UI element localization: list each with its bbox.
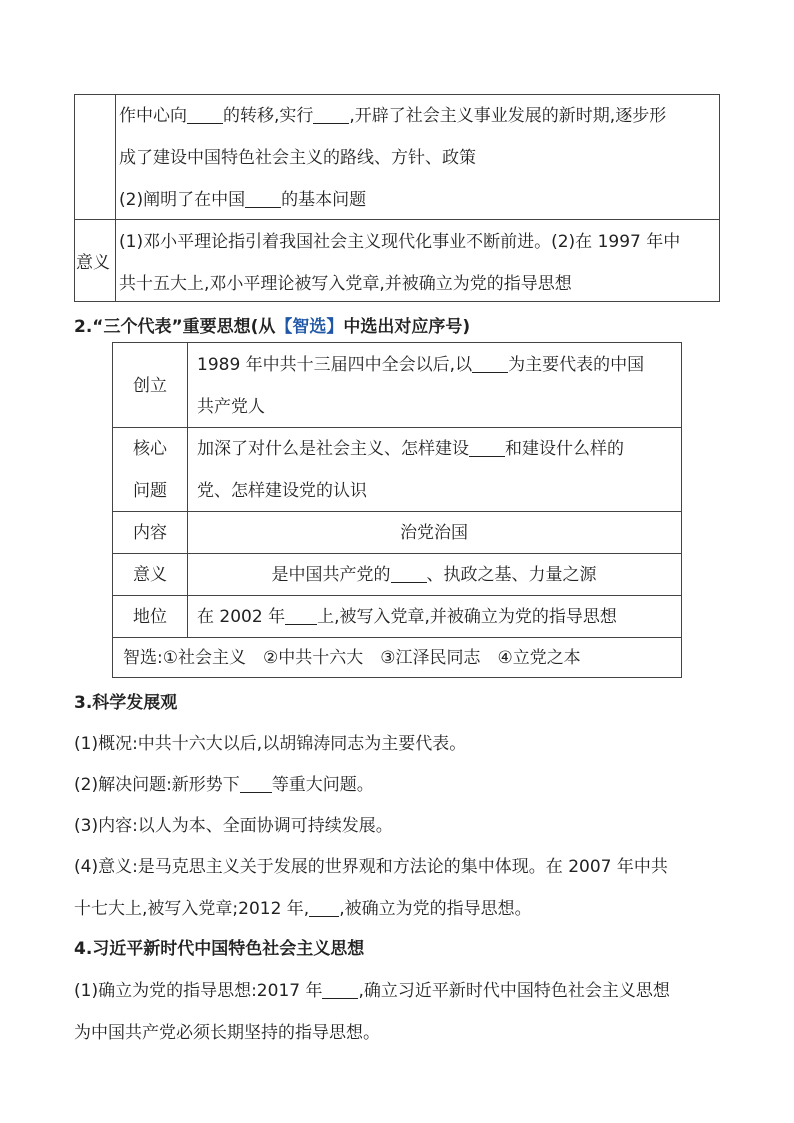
text-segment: 1989 年中共十三届四中全会以后,以 (197, 355, 473, 375)
label-neirong: 内容 (133, 523, 167, 543)
section-4-p1-line1 (74, 978, 670, 1004)
chuangli-line2: 共产党人 (197, 397, 265, 417)
section-3-heading: 3.科学发展观 (74, 693, 178, 713)
fill-blank[interactable] (245, 190, 281, 208)
table-row-divider (113, 553, 681, 554)
t1-row2-line2: 共十五大上,邓小平理论被写入党章,并被确立为党的指导思想 (119, 274, 572, 294)
fill-blank[interactable] (472, 355, 508, 373)
table-row-divider (113, 427, 681, 428)
label-yiyi: 意义 (133, 565, 167, 585)
text-segment: ,确立习近平新时代中国特色社会主义思想 (358, 981, 670, 1001)
table-row-divider (113, 595, 681, 596)
text-segment: 加深了对什么是社会主义、怎样建设 (197, 439, 469, 459)
table-three-represents (112, 342, 682, 678)
yiyi-value (187, 562, 681, 588)
fill-blank[interactable] (322, 981, 358, 999)
t1-row1-line2: 成了建设中国特色社会主义的路线、方针、政策 (119, 148, 476, 168)
section-3-p4-line2 (74, 896, 532, 922)
fill-blank[interactable] (313, 106, 349, 124)
text-segment: 是中国共产党的 (271, 565, 391, 585)
hexin-line2: 党、怎样建设党的认识 (197, 481, 367, 501)
fill-blank[interactable] (240, 775, 272, 793)
zhixuan-options: 智选:①社会主义 ②中共十六大 ③江泽民同志 ④立党之本 (123, 648, 581, 668)
chuangli-line1 (197, 352, 644, 378)
text-segment: (2)阐明了在中国 (119, 190, 246, 210)
text-segment: (1)确立为党的指导思想:2017 年 (74, 981, 323, 1001)
heading-text: 2.“三个代表”重要思想(从 (74, 317, 276, 337)
text-segment: 和建设什么样的 (505, 439, 624, 459)
section-3-p1: (1)概况:中共十六大以后,以胡锦涛同志为主要代表。 (74, 734, 467, 754)
heading-text: 中选出对应序号) (343, 317, 471, 337)
diwei-value (197, 604, 617, 630)
text-segment: 等重大问题。 (271, 775, 374, 795)
text-segment: 为主要代表的中国 (508, 355, 645, 375)
table-row-divider (113, 511, 681, 512)
text-segment: 的转移,实行 (223, 106, 314, 126)
text-segment: ,开辟了社会主义事业发展的新时期,逐步形 (349, 106, 667, 126)
table-column-divider (115, 95, 116, 301)
t1-row1-line3 (119, 187, 366, 213)
section-4-p1-line2: 为中国共产党必须长期坚持的指导思想。 (74, 1023, 380, 1043)
label-chuangli: 创立 (133, 376, 167, 396)
label-hexin: 核心 (133, 439, 167, 459)
hexin-line1 (197, 436, 624, 462)
section-3-p2 (74, 772, 374, 798)
t1-row2-label: 意义 (76, 253, 110, 273)
text-segment: (2)解决问题:新形势下 (74, 775, 240, 795)
fill-blank[interactable] (391, 565, 427, 583)
neirong-value: 治党治国 (400, 523, 468, 543)
text-segment: 作中心向 (119, 106, 187, 126)
text-segment: ,被确立为党的指导思想。 (339, 899, 532, 919)
fill-blank[interactable] (285, 607, 317, 625)
fill-blank[interactable] (187, 106, 223, 124)
section-4-heading: 4.习近平新时代中国特色社会主义思想 (74, 939, 365, 959)
section-3-p3: (3)内容:以人为本、全面协调可持续发展。 (74, 816, 393, 836)
t1-row2-line1: (1)邓小平理论指引着我国社会主义现代化事业不断前进。(2)在 1997 年中 (119, 232, 681, 252)
text-segment: 在 2002 年 (197, 607, 286, 627)
label-wenti: 问题 (133, 481, 167, 501)
smart-select-label: 【智选】 (275, 317, 344, 337)
text-segment: 上,被写入党章,并被确立为党的指导思想 (317, 607, 617, 627)
table-row-divider (75, 219, 719, 220)
t1-row1-line1 (119, 103, 666, 129)
text-segment: 的基本问题 (281, 190, 367, 210)
section-2-heading (74, 314, 470, 340)
table-column-divider (187, 343, 188, 637)
section-3-p4-line1: (4)意义:是马克思主义关于发展的世界观和方法论的集中体现。在 2007 年中共 (74, 857, 668, 877)
fill-blank[interactable] (469, 439, 505, 457)
fill-blank[interactable] (309, 899, 339, 917)
label-diwei: 地位 (133, 607, 167, 627)
table-row-divider (113, 637, 681, 638)
text-segment: 、执政之基、力量之源 (426, 565, 597, 585)
text-segment: 十七大上,被写入党章;2012 年, (74, 899, 310, 919)
